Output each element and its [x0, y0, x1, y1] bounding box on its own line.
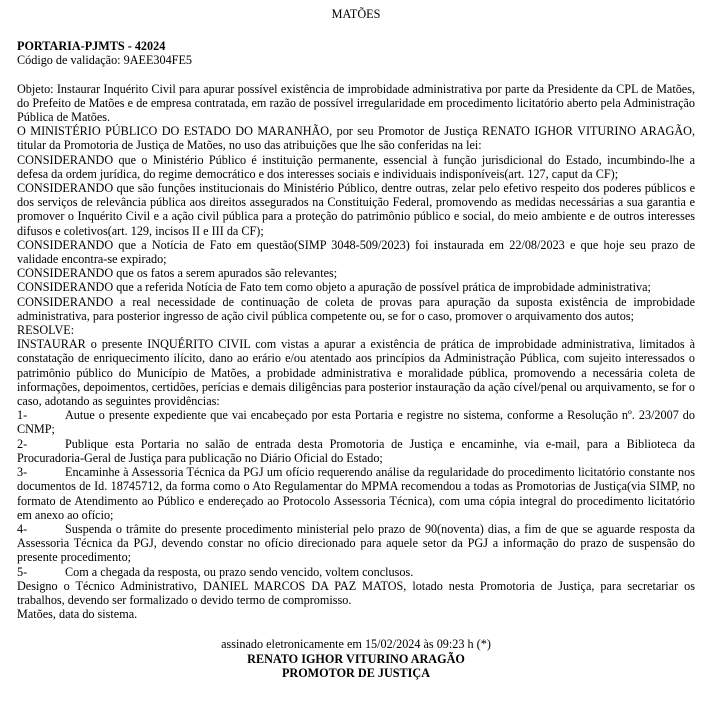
- validation-code: Código de validação: 9AEE304FE5: [17, 53, 192, 68]
- signature-line: assinado eletronicamente em 15/02/2024 às 09:23 h (*): [221, 637, 491, 652]
- considerando-5: CONSIDERANDO que a referida Notícia de Fato tem como objeto a apuração de possível prática de improbidade administrativa;: [17, 280, 651, 295]
- item-text: Com a chegada da resposta, ou prazo sendo vencido, voltem conclusos.: [65, 564, 414, 579]
- list-item: [17, 437, 695, 465]
- considerando-1: CONSIDERANDO que o Ministério Público é instituição permanente, essencial à função jurisdicional do Estado, incumbindo-lhe a defesa da ordem jurídica, do regime democrático e dos interesses sociais e individuais indisponíveis(art. 127, caput da CF);: [17, 152, 695, 181]
- list-item: [17, 408, 695, 436]
- item-number: 1-: [17, 408, 28, 423]
- header-city: MATÕES: [331, 7, 381, 21]
- instaurar-paragraph: INSTAURAR o presente INQUÉRITO CIVIL com vistas a apurar a existência de prática de improbidade administrativa, limitados à constatação de enriquecimento ilícito, dano ao erário e/ou atentado aos princípios da Administração Pública, com sujeito interessados o patrimônio público do Município de Matões, a probidade administrativa e moralidade pública, promovendo a necessária coleta de informações, depoimentos, certidões, perícias e demais diligências para posterior instauração da ação cível/penal ou arquivamento, se for o caso, adotando as seguintes providências:: [17, 337, 695, 409]
- item-number: 5-: [17, 564, 28, 579]
- list-item: [17, 465, 695, 522]
- signer-role: PROMOTOR DE JUSTIÇA: [281, 665, 431, 680]
- list-item: [17, 522, 695, 565]
- considerando-4: CONSIDERANDO que os fatos a serem apurados são relevantes;: [17, 266, 338, 281]
- intro-paragraph: O MINISTÉRIO PÚBLICO DO ESTADO DO MARANHÃO, por seu Promotor de Justiça RENATO IGHOR VITURINO ARAGÃO, titular da Promotoria de Justiça de Matões, no uso das atribuições que lhe são conferidas na lei:: [17, 124, 695, 153]
- document: [17, 7, 695, 680]
- considerando-2: CONSIDERANDO que são funções institucionais do Ministério Público, dentre outras, zelar pelo efetivo respeito dos poderes públicos e dos serviços de relevância pública aos direitos assegurados na Constituição Federal, promovendo as medidas necessárias a sua garantia e promover o Inquérito Civil e a ação civil pública para a proteção do patrimônio público e social, do meio ambiente e de outros interesses difusos e coletivos(art. 129, incisos II e III da CF);: [17, 181, 695, 238]
- signer-name: RENATO IGHOR VITURINO ARAGÃO: [247, 651, 465, 666]
- considerando-6: CONSIDERANDO a real necessidade de continuação de coleta de provas para apuração da suposta existência de improbidade administrativa, para posterior ingresso de ação civil pública competente ou, se for o caso, promover o arquivamento dos autos;: [17, 294, 695, 323]
- item-text: Publique esta Portaria no salão de entrada desta Promotoria de Justiça e encaminhe, via e-mail, para a Biblioteca da Procuradoria-Geral de Justiça para publicação no Diário Oficial do Estado;: [17, 436, 695, 465]
- date-line: Matões, data do sistema.: [17, 607, 138, 622]
- list-item: [17, 565, 695, 579]
- item-number: 4-: [17, 521, 28, 536]
- item-text: Suspenda o trâmite do presente procedimento ministerial pelo prazo de 90(noventa) dias, a fim de que se aguarde resposta da Assessoria Técnica da PGJ, devendo constar no ofício direcionado para aquele setor da PGJ a informação do prazo de suspensão do presente procedimento;: [17, 521, 695, 565]
- item-text: Autue o presente expediente que vai encabeçado por esta Portaria e registre no sistema, conforme a Resolução nº. 23/2007 do CNMP;: [17, 408, 695, 437]
- designo-paragraph: Designo o Técnico Administrativo, DANIEL MARCOS DA PAZ MATOS, lotado nesta Promotoria de Justiça, para secretariar os trabalhos, devendo ser formalizado o devido termo de compromisso.: [17, 578, 695, 607]
- considerando-3: CONSIDERANDO que a Notícia de Fato em questão(SIMP 3048-509/2023) foi instaurada em 22/08/2023 e que hoje seu prazo de validade encontra-se expirado;: [17, 237, 695, 267]
- objeto-paragraph: Objeto: Instaurar Inquérito Civil para apurar possível existência de improbidade administrativa por parte da Presidente da CPL de Matões, do Prefeito de Matões e de empresa contratada, em razão de possível irregularidade em procedimento licitatório aberto pela Administração Pública de Matões.: [17, 81, 695, 125]
- item-number: 2-: [17, 436, 28, 451]
- portaria-title: PORTARIA-PJMTS - 42024: [17, 39, 166, 54]
- signature-block: [17, 637, 695, 680]
- item-text: Encaminhe à Assessoria Técnica da PGJ um ofício requerendo análise da regularidade do procedimento licitatório constante nos documentos de Id. 18745712, da forma como o Ato Regulamentar do MPMA recomendou a todas as Promotorias de Justiça(via SIMP, no formato de Atendimento ao Público e endereçado ao Protocolo Assessoria Técnica), com uma cópia integral do procedimento licitatório em anexo ao ofício;: [17, 465, 695, 522]
- item-number: 3-: [17, 465, 28, 480]
- resolve-heading: RESOLVE:: [17, 323, 75, 338]
